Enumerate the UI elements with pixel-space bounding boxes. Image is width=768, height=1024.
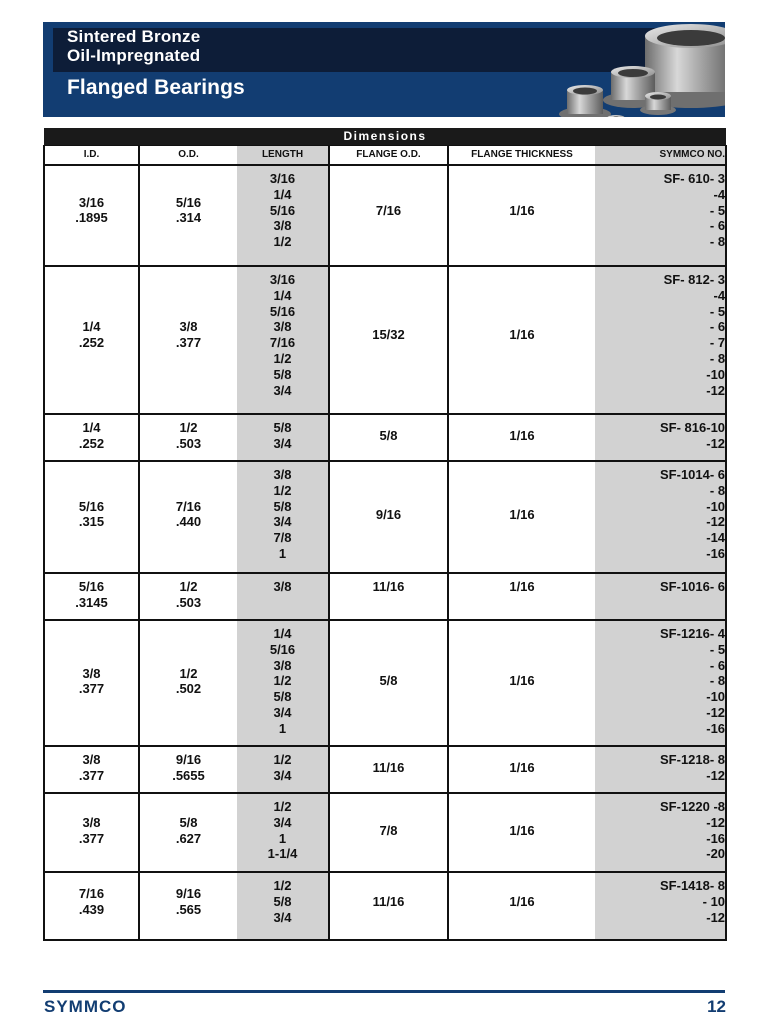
cell-flange-od: [329, 461, 448, 573]
cell-length-line: 7/8: [273, 530, 292, 546]
cell-id: [44, 746, 139, 793]
cell-length-line: 1/2: [273, 878, 292, 893]
header-length: LENGTH: [237, 146, 329, 166]
cell-flange-thickness: [448, 793, 595, 872]
cell-symmco-no-line: -12: [706, 382, 726, 398]
cell-flange-od-line: 11/16: [372, 893, 405, 909]
cell-od: [139, 414, 237, 461]
cell-length-line: 1/2: [273, 752, 292, 767]
cell-length-line: 3/16: [269, 272, 296, 287]
cell-symmco-no: [595, 461, 726, 573]
cell-flange-thickness-line: 1/16: [509, 327, 535, 343]
cell-flange-od: [329, 872, 448, 940]
cell-length-line: 3/4: [273, 767, 292, 783]
cell-symmco-no-line: -4: [713, 287, 726, 303]
cell-od: [139, 746, 237, 793]
cell-od: [139, 573, 237, 620]
cell-id-line: .377: [78, 767, 105, 783]
cell-length-line: 1/2: [273, 799, 292, 814]
cell-symmco-no: [595, 620, 726, 746]
cell-flange-thickness-line: 1/16: [509, 202, 535, 218]
cell-symmco-no-line: -16: [706, 545, 726, 561]
cell-id: [44, 620, 139, 746]
cell-symmco-no-line: - 6: [709, 218, 726, 234]
cell-length-line: 3/8: [273, 579, 292, 594]
cell-symmco-no-line: - 8: [709, 673, 726, 689]
cell-symmco-no-line: -12: [706, 814, 726, 830]
table-row: [44, 165, 726, 266]
cell-length-line: 7/16: [269, 335, 296, 351]
cell-od-line: 3/8: [179, 319, 198, 335]
cell-id-line: 3/8: [82, 752, 101, 767]
cell-flange-thickness-line: 1/16: [509, 759, 535, 775]
cell-id-line: 7/16: [78, 885, 105, 901]
table-row: [44, 573, 726, 620]
cell-symmco-no-line: -10: [706, 689, 726, 705]
header-symmco-no: SYMMCO NO.: [595, 146, 726, 166]
cell-flange-od: [329, 266, 448, 414]
cell-flange-thickness: [448, 573, 595, 620]
cell-length-line: 5/8: [273, 498, 292, 514]
cell-length-line: 5/16: [269, 641, 296, 657]
cell-length-line: 5/8: [273, 366, 292, 382]
cell-length-line: 5/16: [269, 303, 296, 319]
cell-length-line: 1: [278, 545, 287, 561]
cell-id: [44, 266, 139, 414]
cell-length: [237, 573, 329, 620]
cell-od: [139, 461, 237, 573]
cell-length-line: 3/16: [269, 171, 296, 186]
cell-symmco-no-line: -12: [706, 767, 726, 783]
cell-flange-od: [329, 793, 448, 872]
cell-length-line: 3/4: [273, 814, 292, 830]
cell-length-line: 3/4: [273, 514, 292, 530]
cell-od-line: .5655: [172, 767, 205, 783]
cell-length-line: 3/4: [273, 435, 292, 451]
cell-length-line: 1/2: [273, 673, 292, 689]
cell-length-line: 5/8: [273, 893, 292, 909]
table-row: [44, 414, 726, 461]
cell-flange-thickness-line: 1/16: [509, 579, 535, 594]
cell-symmco-no-line: -12: [706, 514, 726, 530]
cell-length: [237, 266, 329, 414]
cell-flange-od: [329, 746, 448, 793]
cell-od-line: 1/2: [179, 579, 198, 594]
cell-od-line: .503: [175, 594, 202, 610]
cell-symmco-no-line: -12: [706, 704, 726, 720]
cell-length-line: 1/4: [273, 626, 292, 641]
cell-id: [44, 414, 139, 461]
cell-symmco-no-line: SF-1216- 4: [660, 626, 726, 641]
cell-symmco-no-line: -12: [706, 435, 726, 451]
cell-length: [237, 872, 329, 940]
cell-flange-od: [329, 414, 448, 461]
cell-flange-od-line: 7/8: [379, 822, 398, 838]
cell-flange-thickness: [448, 461, 595, 573]
cell-id-line: .377: [78, 830, 105, 846]
cell-symmco-no-line: SF-1220 -8: [660, 799, 726, 814]
cell-flange-thickness-line: 1/16: [509, 822, 535, 838]
cell-od: [139, 793, 237, 872]
cell-symmco-no-line: SF-1014- 6: [660, 467, 726, 482]
dimensions-table: [43, 128, 727, 941]
table-row: [44, 620, 726, 746]
cell-flange-od-line: 15/32: [372, 327, 405, 343]
cell-symmco-no-line: -16: [706, 830, 726, 846]
header-od: O.D.: [139, 146, 237, 166]
cell-flange-od-line: 5/8: [379, 427, 398, 443]
cell-flange-thickness: [448, 746, 595, 793]
cell-length-line: 5/8: [273, 420, 292, 435]
cell-symmco-no: [595, 793, 726, 872]
cell-id-line: 1/4: [82, 319, 101, 335]
cell-od-line: .440: [175, 514, 202, 530]
footer-rule: [43, 990, 725, 993]
cell-length-line: 3/4: [273, 382, 292, 398]
flanged-bearings-photo-icon: [513, 22, 725, 117]
cell-od-line: .627: [175, 830, 202, 846]
header-flange-od: FLANGE O.D.: [329, 146, 448, 166]
cell-flange-thickness: [448, 165, 595, 266]
cell-id: [44, 793, 139, 872]
cell-id-line: 3/16: [78, 194, 105, 210]
cell-symmco-no: [595, 746, 726, 793]
table-row: [44, 793, 726, 872]
cell-length-line: 1-1/4: [267, 846, 298, 862]
cell-flange-thickness-line: 1/16: [509, 506, 535, 522]
cell-flange-od: [329, 573, 448, 620]
cell-symmco-no-line: SF-1218- 8: [660, 752, 726, 767]
cell-id-line: .315: [78, 514, 105, 530]
cell-symmco-no-line: SF-1418- 8: [660, 878, 726, 893]
cell-symmco-no-line: SF- 610- 3: [663, 171, 726, 186]
cell-symmco-no-line: - 5: [709, 641, 726, 657]
cell-length: [237, 165, 329, 266]
cell-symmco-no-line: -10: [706, 498, 726, 514]
cell-flange-od: [329, 165, 448, 266]
cell-od-line: .565: [175, 901, 202, 917]
cell-length-line: 3/4: [273, 909, 292, 925]
cell-symmco-no: [595, 414, 726, 461]
cell-od-line: 9/16: [175, 885, 202, 901]
cell-flange-thickness: [448, 414, 595, 461]
cell-symmco-no-line: - 8: [709, 234, 726, 250]
cell-flange-od-line: 11/16: [372, 759, 405, 775]
cell-symmco-no: [595, 573, 726, 620]
cell-length-line: 1/2: [273, 234, 292, 250]
cell-length-line: 1/4: [273, 186, 292, 202]
header-id: I.D.: [44, 146, 139, 166]
cell-symmco-no-line: -16: [706, 720, 726, 736]
cell-length-line: 3/8: [273, 467, 292, 482]
cell-flange-thickness-line: 1/16: [509, 893, 535, 909]
cell-id: [44, 872, 139, 940]
cell-length: [237, 793, 329, 872]
cell-id-line: .377: [78, 681, 105, 697]
table-row: [44, 872, 726, 940]
cell-flange-od-line: 5/8: [379, 673, 398, 689]
cell-od-line: 7/16: [175, 498, 202, 514]
footer-brand: SYMMCO: [44, 997, 127, 1016]
cell-od-line: 1/2: [179, 665, 198, 681]
cell-length: [237, 620, 329, 746]
cell-flange-od: [329, 620, 448, 746]
cell-od-line: 1/2: [179, 420, 198, 435]
cell-od: [139, 165, 237, 266]
table-row: [44, 461, 726, 573]
banner-line-2: Oil-Impregnated: [67, 46, 201, 65]
cell-length-line: 1: [278, 830, 287, 846]
cell-flange-thickness: [448, 872, 595, 940]
cell-id-line: 3/8: [82, 814, 101, 830]
cell-length: [237, 746, 329, 793]
page-title: Flanged Bearings: [67, 76, 245, 99]
cell-od: [139, 620, 237, 746]
cell-length-line: 1: [278, 720, 287, 736]
cell-id-line: .439: [78, 901, 105, 917]
cell-flange-thickness-line: 1/16: [509, 427, 535, 443]
cell-symmco-no-line: - 10: [702, 893, 726, 909]
table-header-row: [44, 146, 726, 166]
header-banner: [43, 22, 725, 117]
cell-symmco-no-line: - 8: [709, 350, 726, 366]
cell-id-line: 5/16: [78, 579, 105, 594]
cell-symmco-no-line: -20: [706, 846, 726, 862]
cell-flange-od-line: 7/16: [375, 202, 402, 218]
table-row: [44, 266, 726, 414]
cell-flange-od-line: 11/16: [372, 579, 405, 594]
cell-flange-thickness: [448, 620, 595, 746]
cell-od-line: 9/16: [175, 752, 202, 767]
cell-length-line: 5/16: [269, 202, 296, 218]
cell-length-line: 3/8: [273, 319, 292, 335]
cell-length-line: 3/4: [273, 704, 292, 720]
cell-flange-thickness: [448, 266, 595, 414]
cell-od-line: .502: [175, 681, 202, 697]
cell-symmco-no-line: - 5: [709, 202, 726, 218]
cell-length-line: 3/8: [273, 657, 292, 673]
cell-symmco-no: [595, 872, 726, 940]
cell-length-line: 1/4: [273, 287, 292, 303]
cell-symmco-no-line: - 8: [709, 482, 726, 498]
cell-length-line: 1/2: [273, 482, 292, 498]
cell-length: [237, 461, 329, 573]
cell-symmco-no: [595, 266, 726, 414]
cell-length-line: 5/8: [273, 689, 292, 705]
table-title: Dimensions: [44, 128, 726, 146]
cell-id: [44, 461, 139, 573]
cell-symmco-no-line: - 6: [709, 657, 726, 673]
cell-length-line: 3/8: [273, 218, 292, 234]
cell-length: [237, 414, 329, 461]
table-row: [44, 746, 726, 793]
cell-symmco-no-line: - 6: [709, 319, 726, 335]
cell-od-line: .314: [175, 210, 202, 226]
cell-symmco-no-line: - 7: [709, 335, 726, 351]
cell-symmco-no: [595, 165, 726, 266]
cell-od-line: 5/8: [179, 814, 198, 830]
cell-symmco-no-line: SF- 812- 3: [663, 272, 726, 287]
cell-symmco-no-line: -14: [706, 530, 726, 546]
cell-id-line: 5/16: [78, 498, 105, 514]
cell-length-line: 1/2: [273, 350, 292, 366]
header-flange-thickness: FLANGE THICKNESS: [448, 146, 595, 166]
cell-id-line: .252: [78, 435, 105, 451]
cell-od: [139, 872, 237, 940]
cell-od-line: .503: [175, 435, 202, 451]
banner-line-1: Sintered Bronze: [67, 27, 201, 46]
cell-id: [44, 165, 139, 266]
cell-symmco-no-line: SF- 816-10: [660, 420, 726, 435]
cell-id-line: .1895: [75, 210, 108, 226]
cell-symmco-no-line: -10: [706, 366, 726, 382]
cell-id-line: .252: [78, 335, 105, 351]
cell-od-line: .377: [175, 335, 202, 351]
cell-id: [44, 573, 139, 620]
cell-id-line: .3145: [75, 594, 108, 610]
cell-symmco-no-line: -12: [706, 909, 726, 925]
cell-flange-od-line: 9/16: [375, 506, 402, 522]
cell-symmco-no-line: - 5: [709, 303, 726, 319]
page-number: 12: [707, 997, 726, 1016]
cell-id-line: 1/4: [82, 420, 101, 435]
cell-id-line: 3/8: [82, 665, 101, 681]
cell-flange-thickness-line: 1/16: [509, 673, 535, 689]
cell-symmco-no-line: SF-1016- 6: [660, 579, 726, 594]
cell-symmco-no-line: -4: [713, 186, 726, 202]
cell-od-line: 5/16: [175, 194, 202, 210]
cell-od: [139, 266, 237, 414]
